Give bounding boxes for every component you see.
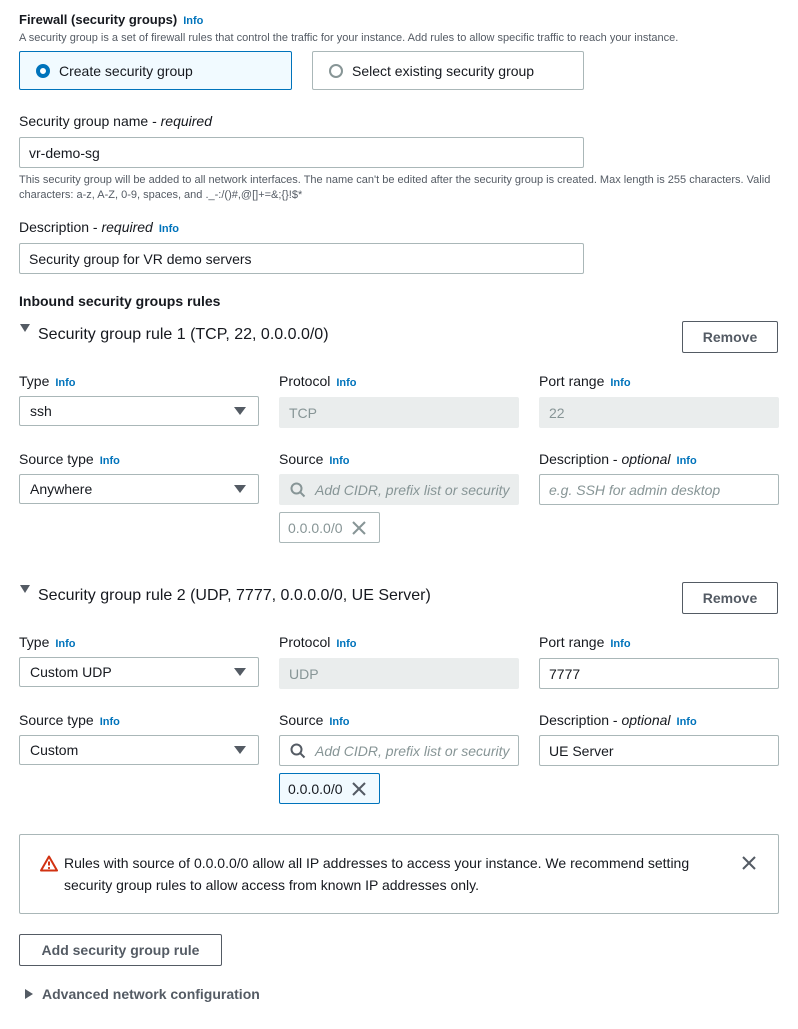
- firewall-title: Firewall (security groups): [19, 12, 178, 27]
- firewall-description: A security group is a set of firewall rules that control the traffic for your instance. Add rules to allow specific traffic to reach your instance.: [19, 32, 679, 44]
- rule1-source-type-label: Source type Info: [19, 451, 120, 467]
- rule1-collapse-icon[interactable]: [20, 324, 30, 332]
- firewall-header: [19, 11, 203, 29]
- add-security-group-rule-button[interactable]: Add security group rule: [19, 934, 222, 966]
- select-existing-group-label: Select existing security group: [352, 62, 535, 79]
- chevron-down-icon: [234, 407, 246, 415]
- rule2-protocol-label: Protocol Info: [279, 634, 357, 650]
- rule1-type-label: Type Info: [19, 373, 76, 389]
- advanced-network-configuration-label: Advanced network configuration: [42, 986, 260, 1002]
- rule1-type-info-link[interactable]: Info: [55, 377, 76, 389]
- radio-unselected-icon: [329, 64, 343, 78]
- rule2-title: Security group rule 2 (UDP, 7777, 0.0.0.0/0, UE Server): [38, 587, 431, 604]
- create-security-group-option[interactable]: [19, 51, 292, 90]
- rule2-remove-button[interactable]: Remove: [682, 582, 778, 614]
- rule1-port-field: 22: [539, 397, 779, 428]
- rule2-collapse-icon[interactable]: [20, 585, 30, 593]
- rule1-type-select[interactable]: ssh: [19, 396, 259, 426]
- rule2-desc-label: Description - optional Info: [539, 712, 697, 728]
- sg-description-label: Description - required Info: [19, 219, 180, 235]
- sg-description-info-link[interactable]: Info: [158, 223, 180, 235]
- rule1-source-type-select[interactable]: Anywhere: [19, 474, 259, 504]
- rule2-source-info-link[interactable]: Info: [329, 716, 350, 728]
- rule1-port-label: Port range Info: [539, 373, 631, 389]
- rule2-type-select[interactable]: Custom UDP: [19, 657, 259, 687]
- warning-icon: [40, 855, 58, 872]
- rule1-protocol-field: TCP: [279, 397, 519, 428]
- warning-alert-text: Rules with source of 0.0.0.0/0 allow all IP addresses to access your instance. We recommend setting security group rules to allow access from known IP addresses only.: [64, 855, 690, 893]
- sg-name-input[interactable]: vr-demo-sg: [19, 137, 584, 168]
- rule2-port-input[interactable]: 7777: [539, 658, 779, 689]
- rule2-source-label: Source Info: [279, 712, 350, 728]
- rule1-desc-label: Description - optional Info: [539, 451, 697, 467]
- warning-alert: [19, 834, 779, 914]
- rule1-source-label: Source Info: [279, 451, 350, 467]
- firewall-info-link[interactable]: Info: [183, 15, 204, 27]
- rule2-desc-info-link[interactable]: Info: [676, 716, 697, 728]
- rule2-source-token: 0.0.0.0/0: [279, 773, 380, 804]
- rule2-type-info-link[interactable]: Info: [55, 638, 76, 650]
- rule2-desc-input[interactable]: UE Server: [539, 735, 779, 766]
- rule1-port-info-link[interactable]: Info: [610, 377, 631, 389]
- rule2-source-type-info-link[interactable]: Info: [99, 716, 120, 728]
- rule2-source-type-select[interactable]: Custom: [19, 735, 259, 765]
- sg-name-label: Security group name - required: [19, 113, 212, 129]
- rule2-port-label: Port range Info: [539, 634, 631, 650]
- inbound-rules-title: Inbound security groups rules: [19, 293, 221, 309]
- rule1-remove-button[interactable]: Remove: [682, 321, 778, 353]
- rule1-source-search: Add CIDR, prefix list or security: [279, 474, 519, 505]
- rule2-protocol-info-link[interactable]: Info: [336, 638, 357, 650]
- sg-description-input[interactable]: Security group for VR demo servers: [19, 243, 584, 274]
- create-security-group-label: Create security group: [59, 62, 193, 79]
- chevron-down-icon: [234, 668, 246, 676]
- rule1-protocol-label: Protocol Info: [279, 373, 357, 389]
- expand-icon: [25, 989, 33, 999]
- sg-name-help: This security group will be added to all network interfaces. The name can't be edited after the security group is created. Max length is 255 characters. Valid characters: a-z, A-Z, 0-9, spaces, and ._-:/()#,@[]+=&;{}!$*: [19, 174, 771, 201]
- close-icon[interactable]: [352, 782, 366, 796]
- rule1-protocol-info-link[interactable]: Info: [336, 377, 357, 389]
- search-icon: [290, 482, 306, 498]
- chevron-down-icon: [234, 746, 246, 754]
- rule1-source-token: 0.0.0.0/0: [279, 512, 380, 543]
- rule1-title: Security group rule 1 (TCP, 22, 0.0.0.0/0): [38, 326, 329, 343]
- select-existing-group-option[interactable]: [312, 51, 584, 90]
- dismiss-alert-icon[interactable]: [742, 856, 756, 870]
- rule1-desc-input[interactable]: e.g. SSH for admin desktop: [539, 474, 779, 505]
- rule2-source-search[interactable]: Add CIDR, prefix list or security: [279, 735, 519, 766]
- rule1-desc-info-link[interactable]: Info: [676, 455, 697, 467]
- rule1-source-info-link[interactable]: Info: [329, 455, 350, 467]
- advanced-network-configuration-toggle[interactable]: [25, 986, 260, 1002]
- rule2-port-info-link[interactable]: Info: [610, 638, 631, 650]
- close-icon: [352, 521, 366, 535]
- chevron-down-icon: [234, 485, 246, 493]
- rule1-source-type-info-link[interactable]: Info: [99, 455, 120, 467]
- search-icon: [290, 743, 306, 759]
- rule2-protocol-field: UDP: [279, 658, 519, 689]
- radio-selected-icon: [36, 64, 50, 78]
- rule2-type-label: Type Info: [19, 634, 76, 650]
- rule2-source-type-label: Source type Info: [19, 712, 120, 728]
